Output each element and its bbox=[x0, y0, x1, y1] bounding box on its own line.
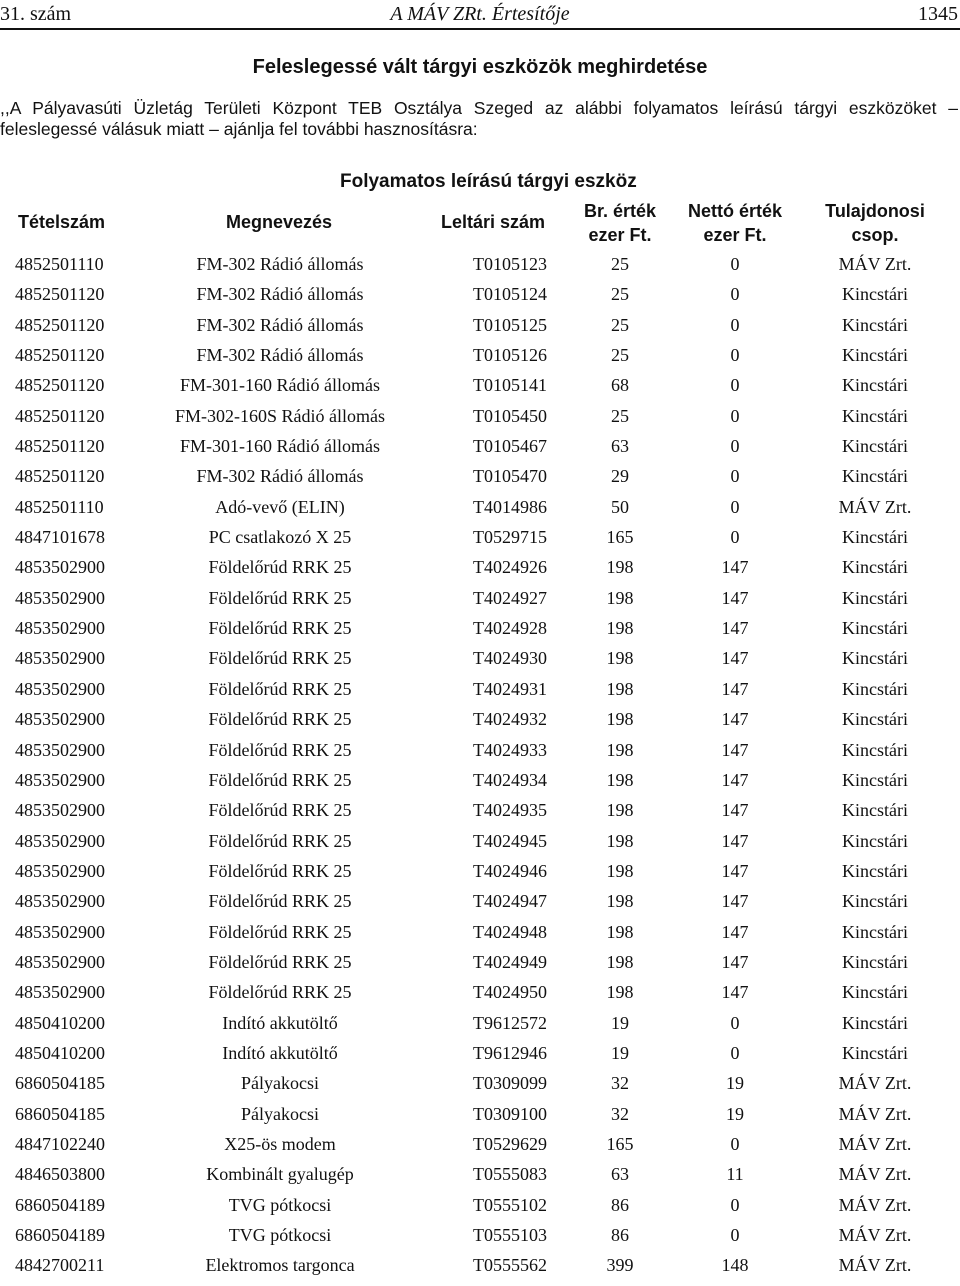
item-number: 4852501120 bbox=[15, 314, 105, 335]
table-row bbox=[0, 948, 960, 978]
net-value: 147 bbox=[721, 921, 749, 942]
asset-name: Földelőrúd RRK 25 bbox=[208, 800, 352, 821]
net-value: 147 bbox=[721, 648, 749, 669]
table-row bbox=[0, 887, 960, 917]
inventory-number: T9612946 bbox=[473, 1042, 547, 1063]
item-number: 4852501120 bbox=[15, 436, 105, 457]
gross-value: 198 bbox=[606, 587, 634, 608]
inventory-number: T4024933 bbox=[473, 739, 547, 760]
col-header-name: Megnevezés bbox=[226, 212, 333, 232]
item-number: 4853502900 bbox=[15, 587, 105, 608]
gross-value: 198 bbox=[606, 800, 634, 821]
table-row bbox=[0, 766, 960, 796]
owner-group: Kincstári bbox=[842, 375, 908, 396]
asset-name: Pályakocsi bbox=[241, 1103, 319, 1124]
owner-group: Kincstári bbox=[842, 769, 908, 790]
owner-group: Kincstári bbox=[842, 557, 908, 578]
asset-name: Indító akkutöltő bbox=[222, 1042, 338, 1063]
table-row bbox=[0, 1009, 960, 1039]
table-row bbox=[0, 311, 960, 341]
inventory-number: T0105141 bbox=[473, 375, 547, 396]
table-row bbox=[0, 432, 960, 462]
inventory-number: T4024932 bbox=[473, 709, 547, 730]
asset-name: Földelőrúd RRK 25 bbox=[208, 557, 352, 578]
intro-paragraph: ,,A Pályavasúti Üzletág Területi Központ TEB Osztálya Szeged az alábbi folyamatos leírású tárgyi eszközöket – feleslegessé válásuk miatt – ajánlja fel további hasznosításra: bbox=[0, 98, 958, 139]
owner-group: Kincstári bbox=[842, 891, 908, 912]
item-number: 4853502900 bbox=[15, 951, 105, 972]
inventory-number: T4024947 bbox=[473, 891, 547, 912]
table-row bbox=[0, 493, 960, 523]
issue-number: 31. szám bbox=[0, 3, 72, 25]
owner-group: MÁV Zrt. bbox=[838, 1255, 912, 1276]
col-header-gross-line1: Br. érték bbox=[583, 201, 657, 221]
gross-value: 86 bbox=[611, 1194, 629, 1215]
item-number: 6860504185 bbox=[15, 1073, 105, 1094]
item-number: 4853502900 bbox=[15, 557, 105, 578]
table-row bbox=[0, 978, 960, 1008]
table-group-title: Folyamatos leírású tárgyi eszköz bbox=[340, 171, 637, 192]
inventory-number: T0555083 bbox=[473, 1164, 547, 1185]
gross-value: 198 bbox=[606, 739, 634, 760]
owner-group: Kincstári bbox=[842, 678, 908, 699]
inventory-number: T0529629 bbox=[473, 1133, 547, 1154]
item-number: 4852501120 bbox=[15, 375, 105, 396]
inventory-number: T9612572 bbox=[473, 1012, 547, 1033]
owner-group: Kincstári bbox=[842, 830, 908, 851]
gross-value: 198 bbox=[606, 830, 634, 851]
asset-name: Földelőrúd RRK 25 bbox=[208, 709, 352, 730]
gross-value: 198 bbox=[606, 951, 634, 972]
item-number: 4853502900 bbox=[15, 800, 105, 821]
table-row bbox=[0, 1100, 960, 1130]
net-value: 19 bbox=[726, 1073, 744, 1094]
gross-value: 198 bbox=[606, 769, 634, 790]
item-number: 4853502900 bbox=[15, 769, 105, 790]
table-row bbox=[0, 250, 960, 280]
gross-value: 32 bbox=[611, 1073, 629, 1094]
gross-value: 198 bbox=[606, 678, 634, 699]
table-row bbox=[0, 584, 960, 614]
table-row bbox=[0, 705, 960, 735]
gross-value: 19 bbox=[611, 1042, 629, 1063]
inventory-number: T4024928 bbox=[473, 618, 547, 639]
item-number: 4853502900 bbox=[15, 891, 105, 912]
item-number: 4842700211 bbox=[15, 1255, 105, 1276]
table-row bbox=[0, 918, 960, 948]
asset-name: PC csatlakozó X 25 bbox=[208, 527, 352, 548]
table-row bbox=[0, 1039, 960, 1069]
asset-name: Földelőrúd RRK 25 bbox=[208, 769, 352, 790]
inventory-number: T4024949 bbox=[473, 951, 547, 972]
gross-value: 198 bbox=[606, 648, 634, 669]
asset-name: FM-302 Rádió állomás bbox=[196, 466, 364, 487]
page-number: 1345 bbox=[918, 3, 958, 25]
gross-value: 32 bbox=[611, 1103, 629, 1124]
gross-value: 399 bbox=[606, 1255, 634, 1276]
gross-value: 19 bbox=[611, 1012, 629, 1033]
gross-value: 25 bbox=[611, 284, 629, 305]
owner-group: Kincstári bbox=[842, 1042, 908, 1063]
net-value: 11 bbox=[726, 1164, 744, 1185]
publication-title: A MÁV ZRt. Értesítője bbox=[390, 3, 570, 25]
item-number: 4852501120 bbox=[15, 345, 105, 366]
asset-name: X25-ös modem bbox=[224, 1133, 336, 1154]
running-header bbox=[0, 0, 960, 30]
inventory-number: T4024935 bbox=[473, 800, 547, 821]
owner-group: MÁV Zrt. bbox=[838, 1225, 912, 1245]
table-row bbox=[0, 1221, 960, 1251]
inventory-number: T4024926 bbox=[473, 557, 547, 578]
owner-group: Kincstári bbox=[842, 436, 908, 457]
owner-group: MÁV Zrt. bbox=[838, 1133, 912, 1154]
inventory-number: T4014986 bbox=[473, 496, 547, 517]
owner-group: MÁV Zrt. bbox=[838, 1164, 912, 1185]
inventory-number: T0309099 bbox=[473, 1073, 547, 1094]
owner-group: Kincstári bbox=[842, 618, 908, 639]
item-number: 6860504189 bbox=[15, 1194, 105, 1215]
owner-group: Kincstári bbox=[842, 800, 908, 821]
inventory-number: T4024950 bbox=[473, 982, 547, 1003]
inventory-number: T0529715 bbox=[473, 527, 547, 548]
net-value: 148 bbox=[721, 1255, 749, 1276]
gross-value: 63 bbox=[611, 436, 629, 457]
item-number: 4847102240 bbox=[15, 1133, 105, 1154]
table-row bbox=[0, 1191, 960, 1221]
asset-name: Földelőrúd RRK 25 bbox=[208, 951, 352, 972]
asset-name: Adó-vevő (ELIN) bbox=[215, 496, 345, 517]
table-row bbox=[0, 1160, 960, 1190]
col-header-gross bbox=[570, 199, 670, 247]
gross-value: 86 bbox=[611, 1225, 629, 1245]
gross-value: 198 bbox=[606, 709, 634, 730]
owner-group: Kincstári bbox=[842, 527, 908, 548]
owner-group: MÁV Zrt. bbox=[838, 1103, 912, 1124]
inventory-number: T0105125 bbox=[473, 314, 547, 335]
inventory-number: T0105470 bbox=[473, 466, 547, 487]
table-row bbox=[0, 371, 960, 401]
asset-name: Földelőrúd RRK 25 bbox=[208, 618, 352, 639]
inventory-number: T0105450 bbox=[473, 405, 547, 426]
net-value: 0 bbox=[730, 375, 740, 396]
net-value: 0 bbox=[730, 1133, 740, 1154]
asset-table-body bbox=[0, 250, 960, 1282]
table-row bbox=[0, 341, 960, 371]
item-number: 4853502900 bbox=[15, 678, 105, 699]
gross-value: 198 bbox=[606, 982, 634, 1003]
net-value: 0 bbox=[730, 436, 740, 457]
item-number: 6860504189 bbox=[15, 1225, 105, 1245]
owner-group: MÁV Zrt. bbox=[838, 1194, 912, 1215]
gross-value: 25 bbox=[611, 314, 629, 335]
table-row bbox=[0, 402, 960, 432]
net-value: 0 bbox=[730, 345, 740, 366]
gross-value: 63 bbox=[611, 1164, 629, 1185]
inventory-number: T0309100 bbox=[473, 1103, 547, 1124]
owner-group: Kincstári bbox=[842, 951, 908, 972]
col-header-inventory: Leltári szám bbox=[441, 212, 546, 232]
table-row bbox=[0, 614, 960, 644]
inventory-number: T4024927 bbox=[473, 587, 547, 608]
item-number: 4846503800 bbox=[15, 1164, 105, 1185]
inventory-number: T0105126 bbox=[473, 345, 547, 366]
gross-value: 198 bbox=[606, 891, 634, 912]
gross-value: 198 bbox=[606, 860, 634, 881]
inventory-number: T4024946 bbox=[473, 860, 547, 881]
net-value: 147 bbox=[721, 891, 749, 912]
net-value: 147 bbox=[721, 709, 749, 730]
owner-group: Kincstári bbox=[842, 284, 908, 305]
item-number: 4852501120 bbox=[15, 405, 105, 426]
col-header-gross-line2: ezer Ft. bbox=[588, 225, 652, 245]
asset-name: FM-301-160 Rádió állomás bbox=[180, 436, 380, 457]
item-number: 4852501110 bbox=[15, 496, 104, 517]
net-value: 147 bbox=[721, 830, 749, 851]
item-number: 4852501120 bbox=[15, 466, 105, 487]
table-row bbox=[0, 857, 960, 887]
gross-value: 25 bbox=[611, 254, 629, 274]
item-number: 4853502900 bbox=[15, 739, 105, 760]
net-value: 147 bbox=[721, 557, 749, 578]
net-value: 0 bbox=[730, 1225, 740, 1245]
table-row bbox=[0, 280, 960, 310]
table-row bbox=[0, 796, 960, 826]
item-number: 4853502900 bbox=[15, 709, 105, 730]
item-number: 4853502900 bbox=[15, 860, 105, 881]
owner-group: Kincstári bbox=[842, 648, 908, 669]
item-number: 4853502900 bbox=[15, 982, 105, 1003]
net-value: 0 bbox=[730, 284, 740, 305]
owner-group: Kincstári bbox=[842, 466, 908, 487]
net-value: 0 bbox=[730, 1194, 740, 1215]
gross-value: 29 bbox=[611, 466, 629, 487]
inventory-number: T4024930 bbox=[473, 648, 547, 669]
asset-name: Földelőrúd RRK 25 bbox=[208, 921, 352, 942]
gross-value: 25 bbox=[611, 405, 629, 426]
gross-value: 50 bbox=[611, 496, 629, 517]
net-value: 147 bbox=[721, 860, 749, 881]
inventory-number: T4024931 bbox=[473, 678, 547, 699]
item-number: 4852501110 bbox=[15, 254, 104, 274]
net-value: 0 bbox=[730, 527, 740, 548]
asset-name: Kombinált gyalugép bbox=[206, 1164, 354, 1185]
asset-name: Pályakocsi bbox=[241, 1073, 319, 1094]
net-value: 147 bbox=[721, 951, 749, 972]
net-value: 147 bbox=[721, 587, 749, 608]
asset-name: TVG pótkocsi bbox=[228, 1194, 332, 1215]
asset-name: Földelőrúd RRK 25 bbox=[208, 739, 352, 760]
inventory-number: T0105467 bbox=[473, 436, 547, 457]
gross-value: 25 bbox=[611, 345, 629, 366]
col-header-net-line2: ezer Ft. bbox=[703, 225, 767, 245]
item-number: 4853502900 bbox=[15, 830, 105, 851]
owner-group: Kincstári bbox=[842, 314, 908, 335]
col-header-owner-line2: csop. bbox=[851, 225, 899, 245]
item-number: 4853502900 bbox=[15, 921, 105, 942]
inventory-number: T0105123 bbox=[473, 254, 547, 274]
table-row bbox=[0, 736, 960, 766]
net-value: 0 bbox=[730, 466, 740, 487]
gross-value: 198 bbox=[606, 921, 634, 942]
asset-name: TVG pótkocsi bbox=[228, 1225, 332, 1245]
owner-group: MÁV Zrt. bbox=[838, 254, 912, 274]
net-value: 147 bbox=[721, 982, 749, 1003]
inventory-number: T0105124 bbox=[473, 284, 547, 305]
net-value: 0 bbox=[730, 254, 740, 274]
item-number: 4850410200 bbox=[15, 1012, 105, 1033]
inventory-number: T4024934 bbox=[473, 769, 547, 790]
table-row bbox=[0, 553, 960, 583]
owner-group: Kincstári bbox=[842, 587, 908, 608]
owner-group: Kincstári bbox=[842, 860, 908, 881]
inventory-number: T0555102 bbox=[473, 1194, 547, 1215]
asset-name: FM-302 Rádió állomás bbox=[196, 345, 364, 366]
net-value: 147 bbox=[721, 769, 749, 790]
asset-name: Indító akkutöltő bbox=[222, 1012, 338, 1033]
asset-name: Földelőrúd RRK 25 bbox=[208, 830, 352, 851]
table-row bbox=[0, 523, 960, 553]
table-row bbox=[0, 1251, 960, 1281]
table-row bbox=[0, 827, 960, 857]
gross-value: 198 bbox=[606, 557, 634, 578]
net-value: 147 bbox=[721, 618, 749, 639]
owner-group: Kincstári bbox=[842, 1012, 908, 1033]
table-row bbox=[0, 644, 960, 674]
inventory-number: T0555103 bbox=[473, 1225, 547, 1245]
owner-group: Kincstári bbox=[842, 405, 908, 426]
asset-name: Földelőrúd RRK 25 bbox=[208, 587, 352, 608]
item-number: 4853502900 bbox=[15, 618, 105, 639]
item-number: 4847101678 bbox=[15, 527, 105, 548]
net-value: 0 bbox=[730, 405, 740, 426]
item-number: 4852501120 bbox=[15, 284, 105, 305]
owner-group: MÁV Zrt. bbox=[838, 496, 912, 517]
asset-name: Földelőrúd RRK 25 bbox=[208, 982, 352, 1003]
asset-name: FM-302 Rádió állomás bbox=[196, 284, 364, 305]
col-header-net bbox=[675, 199, 795, 247]
table-row bbox=[0, 1130, 960, 1160]
asset-name: Földelőrúd RRK 25 bbox=[208, 648, 352, 669]
owner-group: Kincstári bbox=[842, 345, 908, 366]
inventory-number: T4024945 bbox=[473, 830, 547, 851]
gross-value: 165 bbox=[606, 527, 634, 548]
net-value: 147 bbox=[721, 678, 749, 699]
page-title: Feleslegessé vált tárgyi eszközök meghirdetése bbox=[252, 56, 708, 78]
col-header-net-line1: Nettó érték bbox=[687, 201, 783, 221]
asset-name: FM-302 Rádió állomás bbox=[196, 254, 364, 274]
col-header-owner-line1: Tulajdonosi bbox=[825, 201, 925, 221]
gross-value: 165 bbox=[606, 1133, 634, 1154]
item-number: 4853502900 bbox=[15, 648, 105, 669]
asset-name: Földelőrúd RRK 25 bbox=[208, 678, 352, 699]
owner-group: MÁV Zrt. bbox=[838, 1073, 912, 1094]
asset-name: Elektromos targonca bbox=[205, 1255, 355, 1276]
col-header-item: Tételszám bbox=[18, 212, 106, 232]
net-value: 0 bbox=[730, 496, 740, 517]
table-row bbox=[0, 675, 960, 705]
asset-name: FM-302 Rádió állomás bbox=[196, 314, 364, 335]
asset-name: Földelőrúd RRK 25 bbox=[208, 891, 352, 912]
net-value: 0 bbox=[730, 1042, 740, 1063]
owner-group: Kincstári bbox=[842, 982, 908, 1003]
table-row bbox=[0, 462, 960, 492]
owner-group: Kincstári bbox=[842, 739, 908, 760]
asset-name: FM-302-160S Rádió állomás bbox=[175, 405, 385, 426]
gross-value: 198 bbox=[606, 618, 634, 639]
asset-name: FM-301-160 Rádió állomás bbox=[180, 375, 380, 396]
col-header-owner bbox=[805, 199, 945, 247]
net-value: 0 bbox=[730, 314, 740, 335]
inventory-number: T4024948 bbox=[473, 921, 547, 942]
owner-group: Kincstári bbox=[842, 921, 908, 942]
inventory-number: T0555562 bbox=[473, 1255, 547, 1276]
item-number: 4850410200 bbox=[15, 1042, 105, 1063]
item-number: 6860504185 bbox=[15, 1103, 105, 1124]
owner-group: Kincstári bbox=[842, 709, 908, 730]
net-value: 19 bbox=[726, 1103, 744, 1124]
gross-value: 68 bbox=[611, 375, 629, 396]
net-value: 147 bbox=[721, 800, 749, 821]
table-row bbox=[0, 1069, 960, 1099]
net-value: 0 bbox=[730, 1012, 740, 1033]
asset-name: Földelőrúd RRK 25 bbox=[208, 860, 352, 881]
net-value: 147 bbox=[721, 739, 749, 760]
